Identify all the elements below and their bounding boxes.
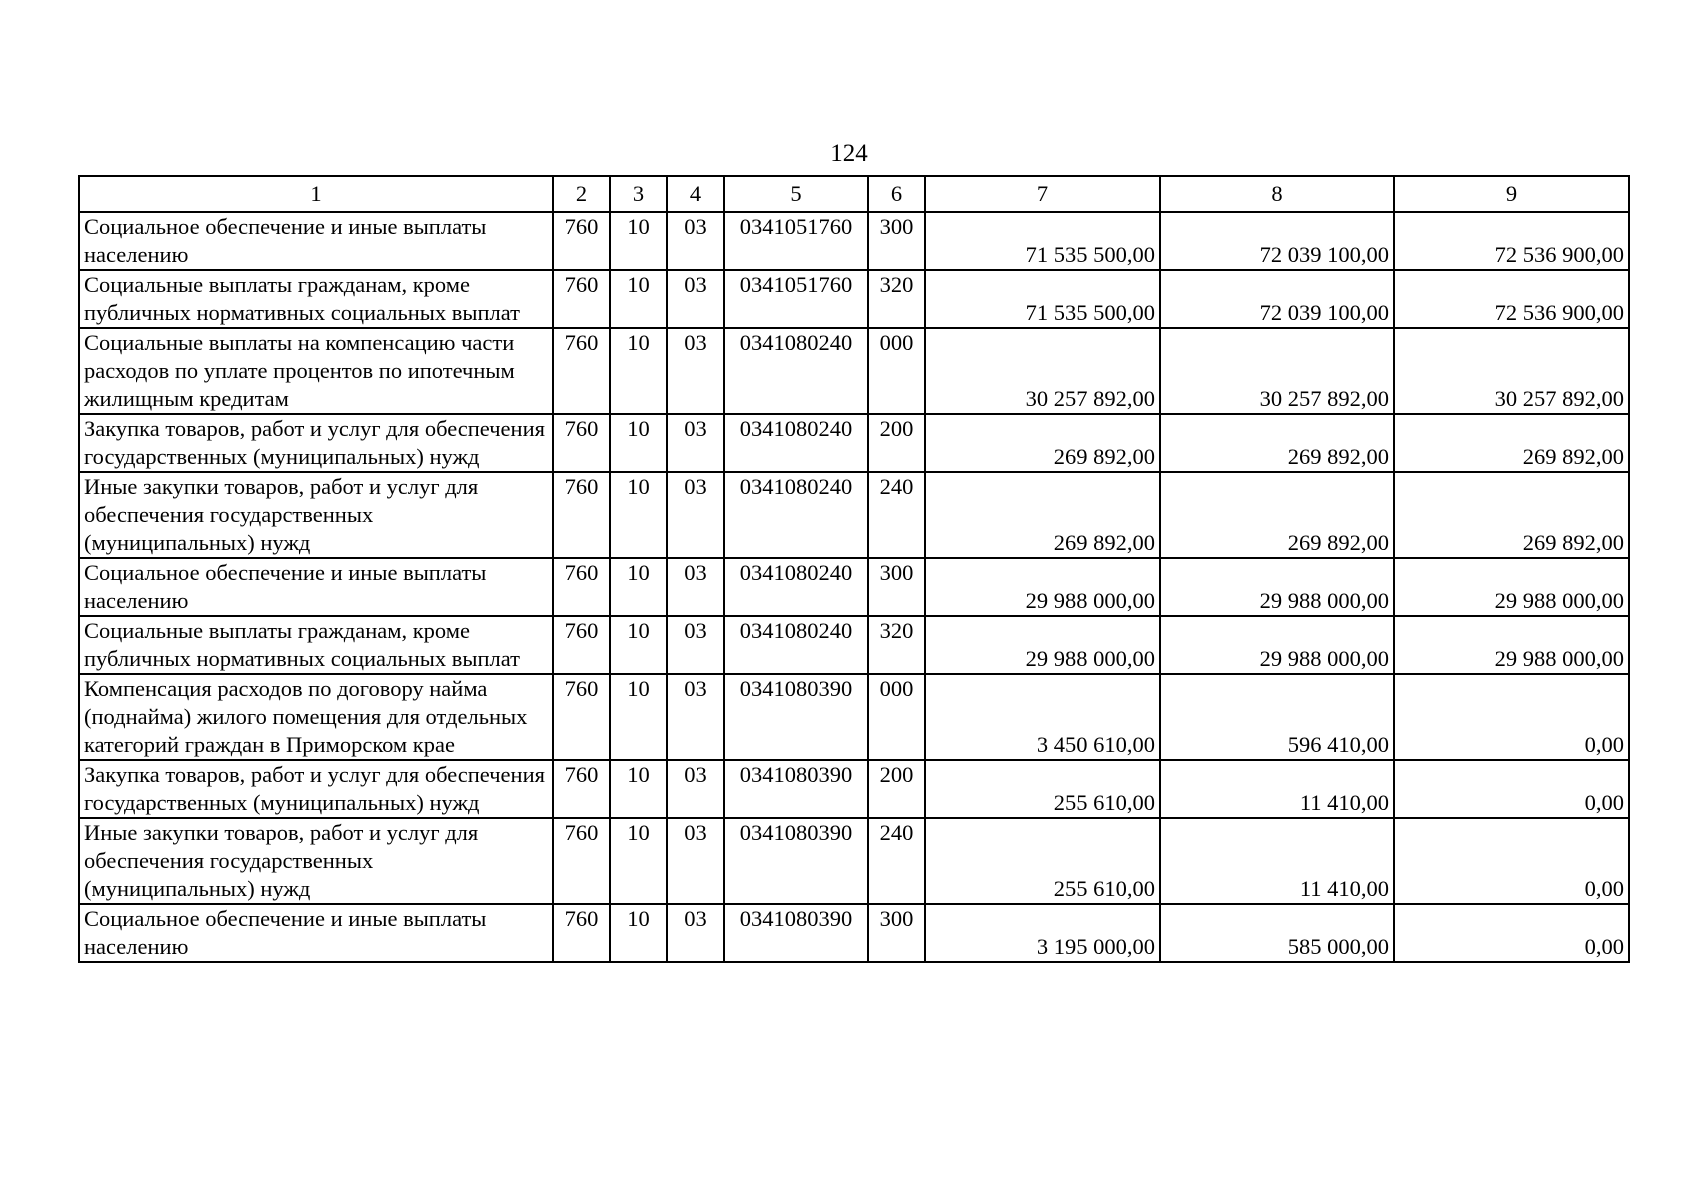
amount-cell-col9: 269 892,00 [1394, 472, 1629, 558]
expense-type-cell: 320 [868, 616, 925, 674]
subsection-cell: 03 [667, 674, 724, 760]
target-article-cell: 0341080240 [724, 472, 868, 558]
subsection-cell: 03 [667, 270, 724, 328]
admin-code-cell: 760 [553, 904, 610, 962]
subsection-cell: 03 [667, 212, 724, 270]
table-body [79, 176, 1629, 962]
target-article-cell: 0341080390 [724, 818, 868, 904]
target-article-cell: 0341080240 [724, 558, 868, 616]
admin-code-cell: 760 [553, 818, 610, 904]
section-cell: 10 [610, 414, 667, 472]
amount-cell-col9: 29 988 000,00 [1394, 616, 1629, 674]
item-name-cell: Иные закупки товаров, работ и услуг для обеспечения государственных (муниципальных) нужд [79, 472, 553, 558]
header-cell: 8 [1160, 176, 1394, 212]
expense-type-cell: 240 [868, 818, 925, 904]
subsection-cell: 03 [667, 904, 724, 962]
amount-cell-col9: 0,00 [1394, 818, 1629, 904]
header-cell: 4 [667, 176, 724, 212]
amount-cell-col8: 269 892,00 [1160, 414, 1394, 472]
section-cell: 10 [610, 212, 667, 270]
section-cell: 10 [610, 760, 667, 818]
subsection-cell: 03 [667, 328, 724, 414]
amount-cell-col7: 29 988 000,00 [925, 558, 1160, 616]
amount-cell-col8: 29 988 000,00 [1160, 558, 1394, 616]
item-name-cell: Закупка товаров, работ и услуг для обеспечения государственных (муниципальных) нужд [79, 414, 553, 472]
expense-type-cell: 240 [868, 472, 925, 558]
amount-cell-col8: 72 039 100,00 [1160, 270, 1394, 328]
item-name-cell: Социальные выплаты гражданам, кроме публичных нормативных социальных выплат [79, 270, 553, 328]
admin-code-cell: 760 [553, 760, 610, 818]
subsection-cell: 03 [667, 616, 724, 674]
expense-type-cell: 300 [868, 212, 925, 270]
header-cell: 7 [925, 176, 1160, 212]
item-name-cell: Социальное обеспечение и иные выплаты населению [79, 904, 553, 962]
section-cell: 10 [610, 616, 667, 674]
amount-cell-col8: 30 257 892,00 [1160, 328, 1394, 414]
amount-cell-col8: 11 410,00 [1160, 818, 1394, 904]
amount-cell-col8: 585 000,00 [1160, 904, 1394, 962]
item-name-cell: Социальное обеспечение и иные выплаты населению [79, 212, 553, 270]
section-cell: 10 [610, 818, 667, 904]
amount-cell-col9: 30 257 892,00 [1394, 328, 1629, 414]
admin-code-cell: 760 [553, 616, 610, 674]
amount-cell-col7: 3 195 000,00 [925, 904, 1160, 962]
table-row [79, 904, 1629, 962]
item-name-cell: Компенсация расходов по договору найма (поднайма) жилого помещения для отдельных категорий граждан в Приморском крае [79, 674, 553, 760]
section-cell: 10 [610, 904, 667, 962]
item-name-cell: Иные закупки товаров, работ и услуг для обеспечения государственных (муниципальных) нужд [79, 818, 553, 904]
amount-cell-col7: 71 535 500,00 [925, 212, 1160, 270]
header-cell: 6 [868, 176, 925, 212]
header-cell: 5 [724, 176, 868, 212]
target-article-cell: 0341080240 [724, 414, 868, 472]
expense-type-cell: 200 [868, 760, 925, 818]
admin-code-cell: 760 [553, 472, 610, 558]
amount-cell-col9: 29 988 000,00 [1394, 558, 1629, 616]
target-article-cell: 0341080240 [724, 328, 868, 414]
item-name-cell: Социальные выплаты на компенсацию части расходов по уплате процентов по ипотечным жилищным кредитам [79, 328, 553, 414]
table-row [79, 558, 1629, 616]
amount-cell-col9: 0,00 [1394, 904, 1629, 962]
amount-cell-col7: 3 450 610,00 [925, 674, 1160, 760]
target-article-cell: 0341051760 [724, 212, 868, 270]
expense-type-cell: 300 [868, 558, 925, 616]
expense-type-cell: 200 [868, 414, 925, 472]
table-row [79, 760, 1629, 818]
header-cell: 3 [610, 176, 667, 212]
page-number: 124 [830, 140, 868, 167]
amount-cell-col9: 72 536 900,00 [1394, 212, 1629, 270]
expense-type-cell: 300 [868, 904, 925, 962]
target-article-cell: 0341080390 [724, 904, 868, 962]
amount-cell-col9: 269 892,00 [1394, 414, 1629, 472]
amount-cell-col7: 29 988 000,00 [925, 616, 1160, 674]
item-name-cell: Закупка товаров, работ и услуг для обеспечения государственных (муниципальных) нужд [79, 760, 553, 818]
amount-cell-col7: 30 257 892,00 [925, 328, 1160, 414]
admin-code-cell: 760 [553, 674, 610, 760]
item-name-cell: Социальное обеспечение и иные выплаты населению [79, 558, 553, 616]
section-cell: 10 [610, 270, 667, 328]
admin-code-cell: 760 [553, 558, 610, 616]
table-row [79, 270, 1629, 328]
header-cell: 1 [79, 176, 553, 212]
expense-type-cell: 320 [868, 270, 925, 328]
amount-cell-col7: 255 610,00 [925, 760, 1160, 818]
header-row [79, 176, 1629, 212]
section-cell: 10 [610, 674, 667, 760]
amount-cell-col7: 71 535 500,00 [925, 270, 1160, 328]
expense-type-cell: 000 [868, 674, 925, 760]
section-cell: 10 [610, 558, 667, 616]
subsection-cell: 03 [667, 472, 724, 558]
expense-type-cell: 000 [868, 328, 925, 414]
subsection-cell: 03 [667, 760, 724, 818]
admin-code-cell: 760 [553, 212, 610, 270]
item-name-cell: Социальные выплаты гражданам, кроме публичных нормативных социальных выплат [79, 616, 553, 674]
table-row [79, 328, 1629, 414]
admin-code-cell: 760 [553, 414, 610, 472]
target-article-cell: 0341051760 [724, 270, 868, 328]
subsection-cell: 03 [667, 818, 724, 904]
amount-cell-col9: 0,00 [1394, 760, 1629, 818]
table-row [79, 472, 1629, 558]
section-cell: 10 [610, 328, 667, 414]
table-row [79, 616, 1629, 674]
admin-code-cell: 760 [553, 328, 610, 414]
budget-table [78, 175, 1630, 963]
amount-cell-col9: 0,00 [1394, 674, 1629, 760]
amount-cell-col8: 596 410,00 [1160, 674, 1394, 760]
target-article-cell: 0341080390 [724, 674, 868, 760]
amount-cell-col7: 269 892,00 [925, 472, 1160, 558]
header-cell: 9 [1394, 176, 1629, 212]
table-row [79, 212, 1629, 270]
amount-cell-col7: 269 892,00 [925, 414, 1160, 472]
subsection-cell: 03 [667, 558, 724, 616]
table-row [79, 818, 1629, 904]
amount-cell-col8: 269 892,00 [1160, 472, 1394, 558]
header-cell: 2 [553, 176, 610, 212]
amount-cell-col8: 11 410,00 [1160, 760, 1394, 818]
admin-code-cell: 760 [553, 270, 610, 328]
table-row [79, 674, 1629, 760]
amount-cell-col9: 72 536 900,00 [1394, 270, 1629, 328]
section-cell: 10 [610, 472, 667, 558]
target-article-cell: 0341080240 [724, 616, 868, 674]
subsection-cell: 03 [667, 414, 724, 472]
target-article-cell: 0341080390 [724, 760, 868, 818]
amount-cell-col7: 255 610,00 [925, 818, 1160, 904]
amount-cell-col8: 72 039 100,00 [1160, 212, 1394, 270]
table-row [79, 414, 1629, 472]
amount-cell-col8: 29 988 000,00 [1160, 616, 1394, 674]
